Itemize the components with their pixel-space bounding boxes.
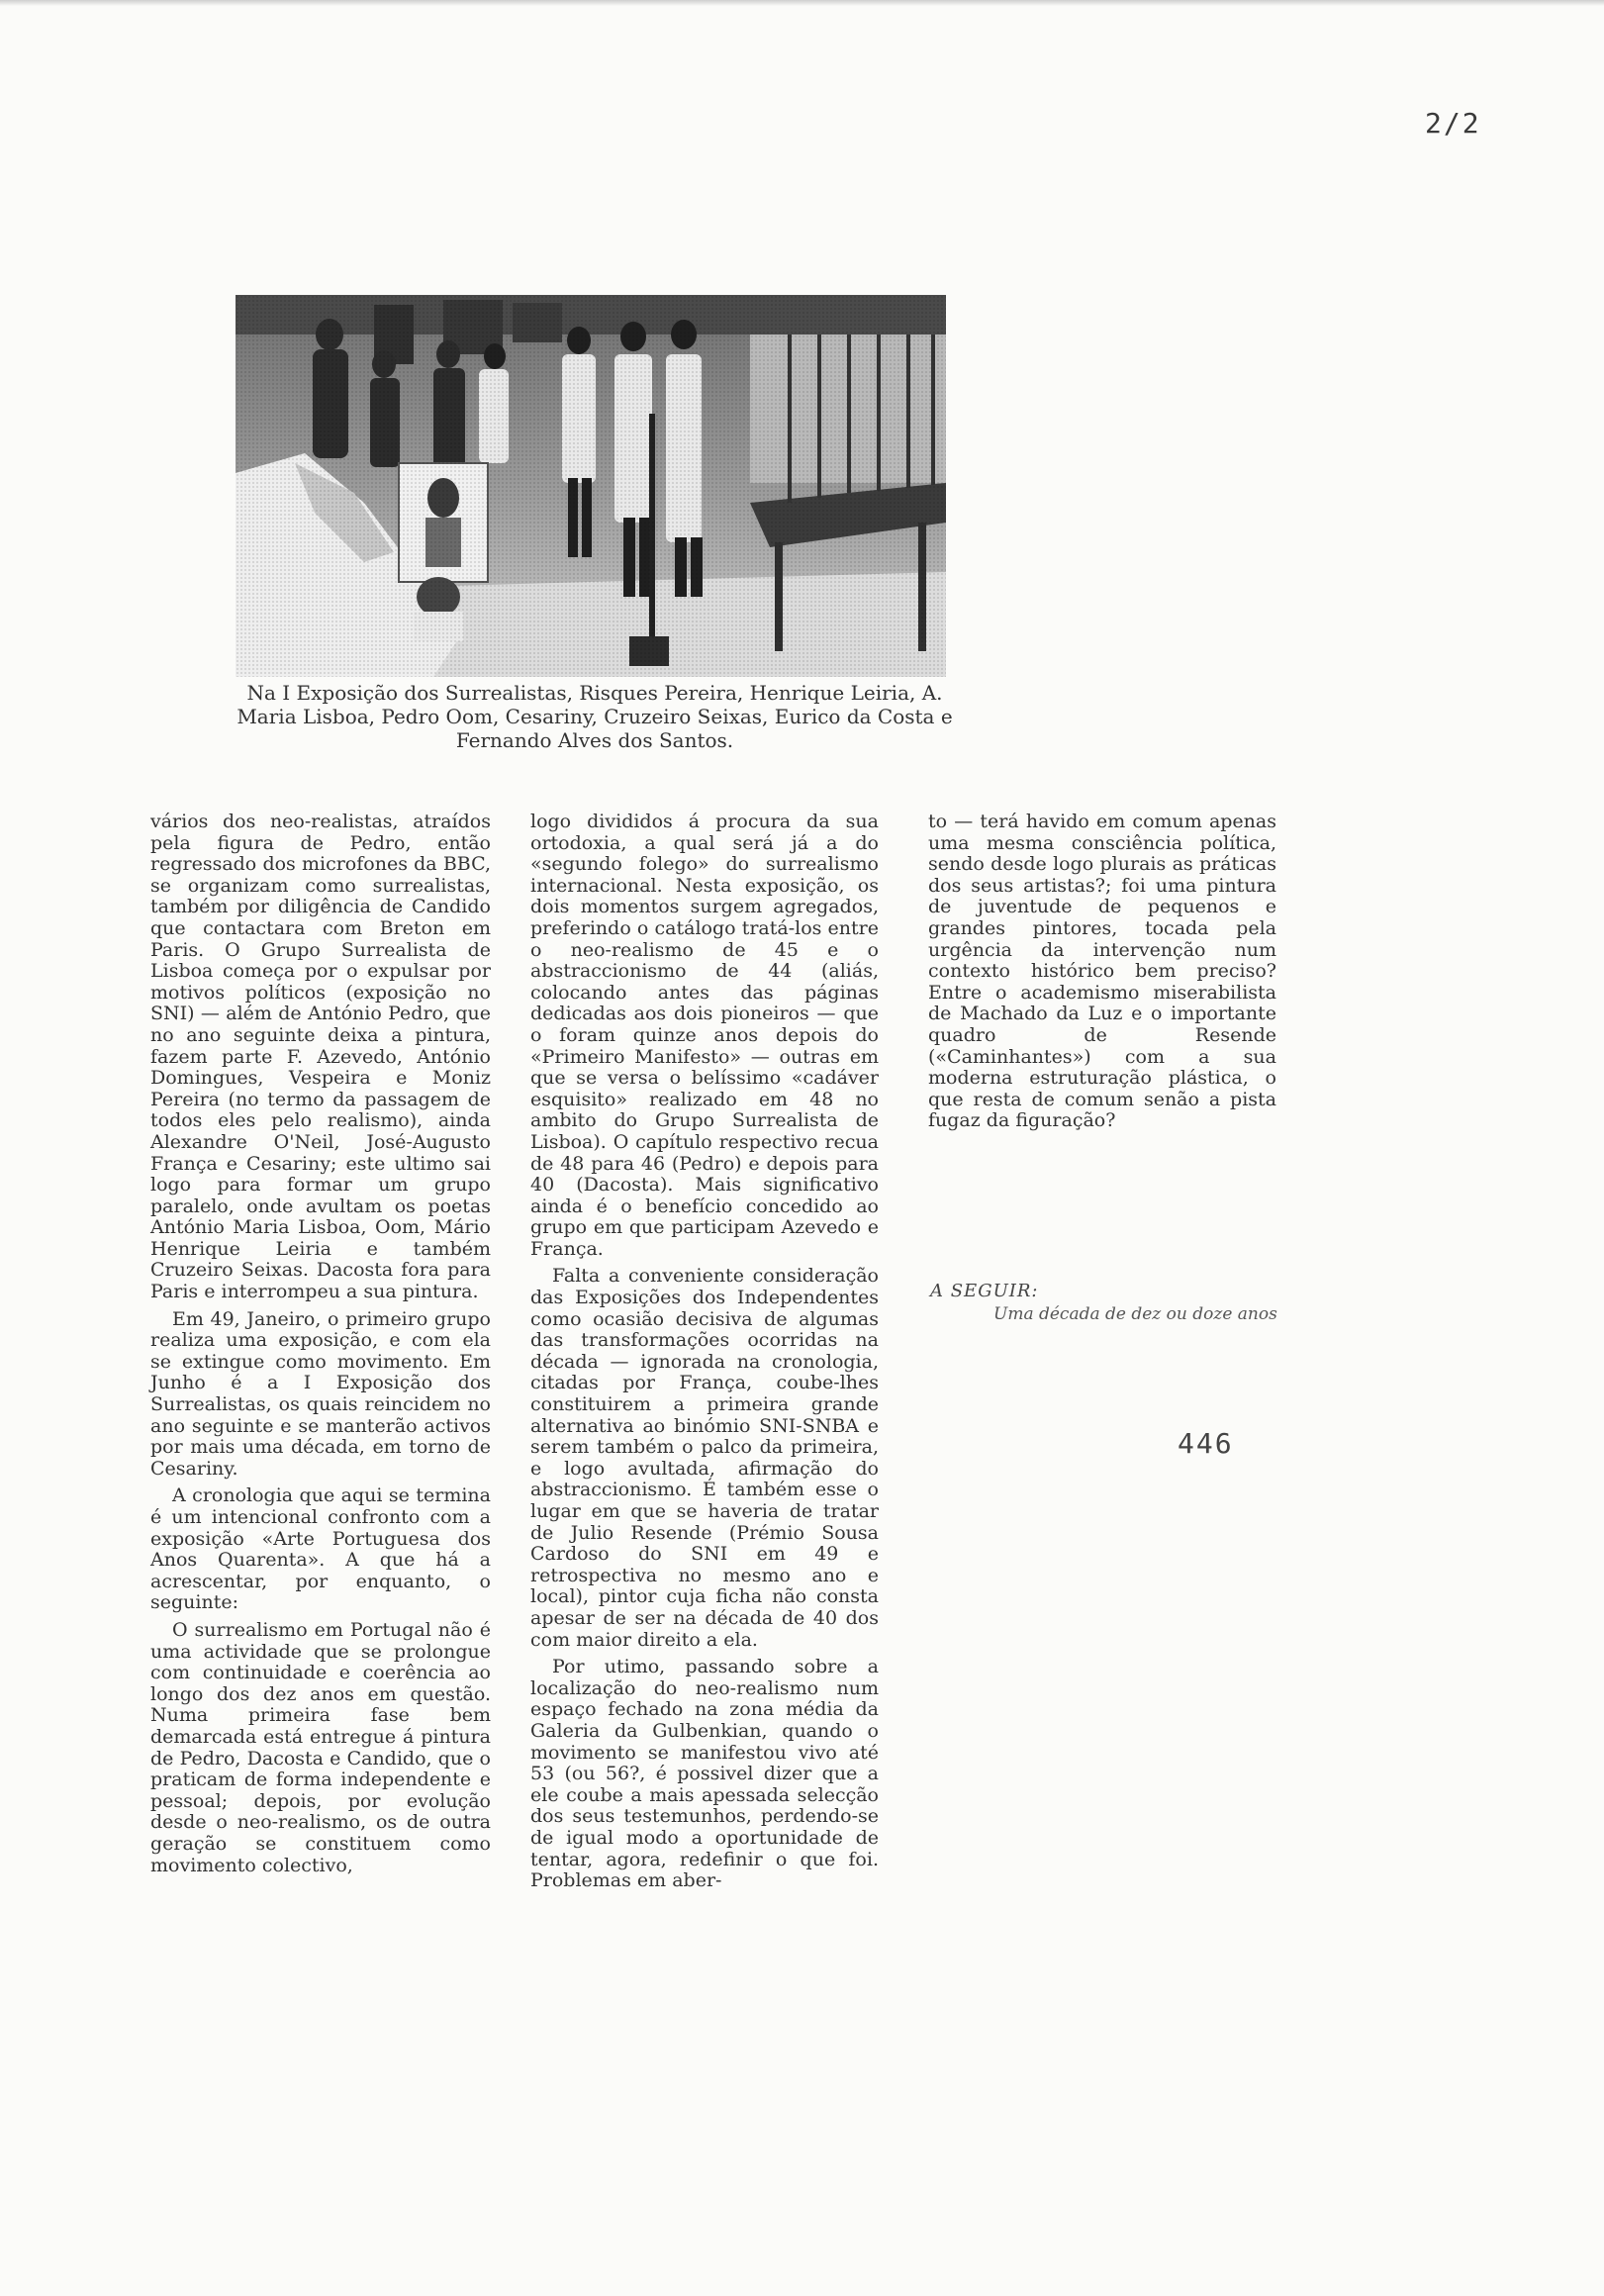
paragraph: Falta a conveniente consideração das Exposições dos Independentes como ocasião decisiva de algumas das transformações ocorridas na década — ignorada na cronologia, citadas por França, coube-lhes constituirem a primeira grande alternativa ao binómio SNI-SNBA e serem também o palco da primeira, e logo avultada, afirmação do abstraccionismo. É também esse o lugar em que se haveria de tratar de Julio Resende (Prémio Sousa Cardoso do SNI em 49 e retrospectiva no mesmo ano e local), pintor cuja ficha não consta apesar de ser na década de 40 dos com maior direito a ela. [530, 1265, 879, 1651]
paragraph: logo divididos á procura da sua ortodoxia, a qual será já a do «segundo folego» do surrealismo internacional. Nesta exposição, os dois momentos surgem agregados, preferindo o catálogo tratá-los entre o neo-realismo de 45 e o abstraccionismo de 44 (aliás, colocando antes das páginas dedicadas aos dois pioneiros — que o foram quinze anos depois do «Primeiro Manifesto» — outras em que se versa o belíssimo «cadáver esquisito» realizado em 48 no ambito do Grupo Surrealista de Lisboa). O capítulo respectivo recua de 48 para 46 (Pedro) e depois para 40 (Dacosta). Mais significativo ainda é o benefício concedido ao grupo em que participam Azevedo e França. [530, 811, 879, 1260]
paragraph: A cronologia que aqui se termina é um intencional confronto com a exposição «Arte Portuguesa dos Anos Quarenta». A que há a acrescentar, por enquanto, o seguinte: [150, 1484, 491, 1614]
paragraph: Em 49, Janeiro, o primeiro grupo realiza uma exposição, e com ela se extingue como movimento. Em Junho é a I Exposição dos Surrealistas, os quais reincidem no ano seguinte e se manterão activos por mais uma década, em torno de Cesariny. [150, 1307, 491, 1480]
next-label: A SEGUIR: [930, 1281, 1039, 1301]
paragraph: Por utimo, passando sobre a localização do neo-realismo num espaço fechado na zona média da Galeria da Gulbenkian, quando o movimento se manifestou vivo até 53 (ou 56?, é possivel dizer que a ele coube a mais apessada selecção dos seus testemunhos, perdendo-se de igual modo a oportunidade de tentar, agora, redefinir o que foi. Problemas em aber- [530, 1656, 879, 1892]
article-column-3 [928, 812, 1276, 1138]
next-title: Uma década de dez ou doze anos [993, 1304, 1277, 1324]
page-number: 2/2 [1425, 107, 1481, 140]
paragraph: vários dos neo-realistas, atraídos pela figura de Pedro, então regressado dos microfones da BBC, se organizam como surrealistas, também por diligência de Candido que contactara com Breton em Paris. O Grupo Surrealista de Lisboa começa por o expulsar por motivos políticos (exposição no SNI) — além de António Pedro, que no ano seguinte deixa a pintura, fazem parte F. Azevedo, António Domingues, Vespeira e Moniz Pereira (no termo da passagem de todos eles pelo realismo), ainda Alexandre O'Neil, José-Augusto França e Cesariny; este ultimo sai logo para formar um grupo paralelo, onde avultam os poetas António Maria Lisboa, Oom, Mário Henrique Leiria e também Cruzeiro Seixas. Dacosta fora para Paris e interrompeu a sua pintura. [150, 811, 491, 1303]
article-column-1 [150, 812, 491, 1882]
folio-number: 446 [1178, 1427, 1234, 1460]
paragraph: to — terá havido em comum apenas uma mesma consciência política, sendo desde logo plurais as práticas dos seus artistas?; foi uma pintura de juventude de pequenos e grandes pintores, tocada pela urgência da intervenção num contexto histórico bem preciso? Entre o academismo miserabilista de Machado da Luz e o importante quadro de Resende («Caminhantes») com a sua moderna estruturação plástica, o que resta de comum senão a pista fugaz da figuração? [928, 811, 1276, 1132]
exhibition-photo [236, 295, 946, 677]
scan-edge [0, 0, 1604, 6]
paragraph: O surrealismo em Portugal não é uma actividade que se prolongue com continuidade e coerência ao longo dos dez anos em questão. Numa primeira fase bem demarcada está entregue á pintura de Pedro, Dacosta e Candido, que o praticam de forma independente e pessoal; depois, por evolução desde o neo-realismo, os de outra geração se constituem como movimento colectivo, [150, 1618, 491, 1876]
article-column-2 [530, 812, 879, 1898]
photo-caption: Na I Exposição dos Surrealistas, Risques Pereira, Henrique Leiria, A. Maria Lisboa, Pedro Oom, Cesariny, Cruzeiro Seixas, Eurico da Costa e Fernando Alves dos Santos. [236, 681, 953, 752]
